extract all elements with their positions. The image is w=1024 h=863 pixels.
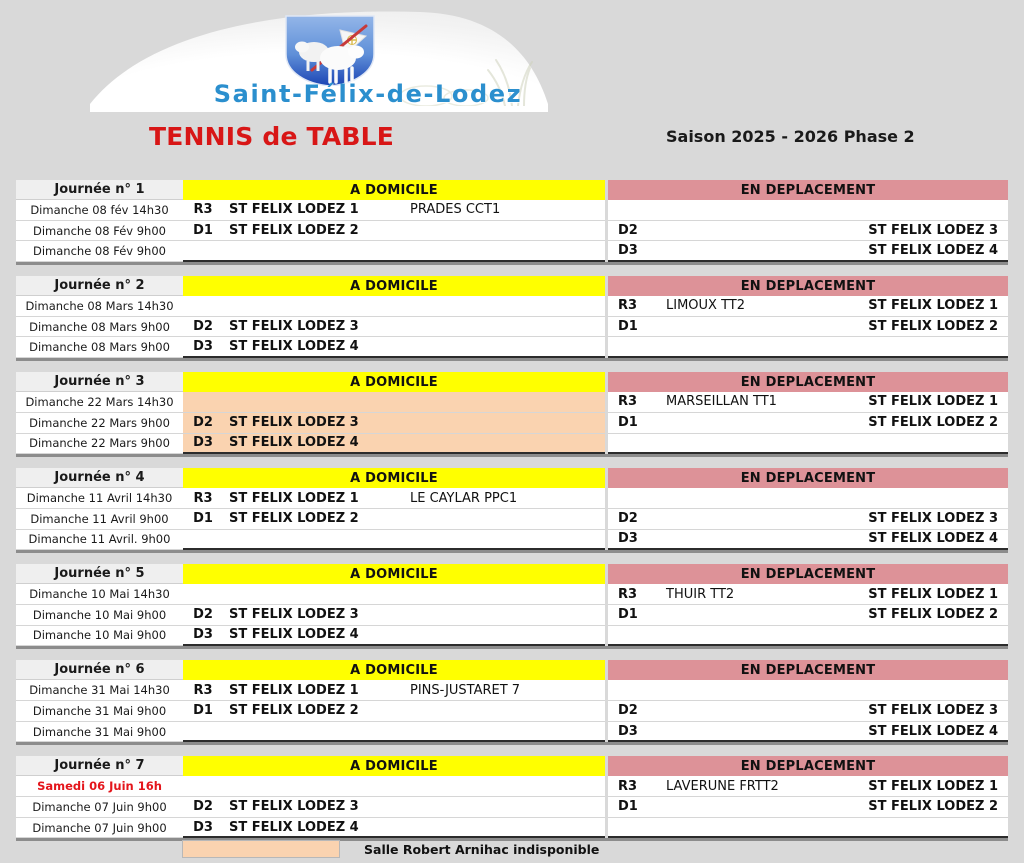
home-division (183, 241, 223, 262)
journee-header-row (16, 372, 1008, 392)
away-opponent (648, 680, 816, 701)
match-row (16, 818, 1008, 839)
home-team (223, 776, 408, 797)
journee-list (16, 180, 1008, 852)
home-banner: A DOMICILE (183, 180, 605, 200)
match-date: Dimanche 10 Mai 9h00 (16, 626, 183, 647)
journee-block (16, 180, 1008, 265)
away-opponent (648, 488, 816, 509)
away-team: ST FELIX LODEZ 4 (816, 530, 1008, 551)
away-division: D3 (608, 722, 648, 743)
match-row (16, 221, 1008, 242)
match-date: Dimanche 11 Avril. 9h00 (16, 530, 183, 551)
away-team: ST FELIX LODEZ 2 (816, 797, 1008, 818)
match-row (16, 413, 1008, 434)
match-row (16, 296, 1008, 317)
home-division: D3 (183, 626, 223, 647)
home-team: ST FELIX LODEZ 2 (223, 509, 408, 530)
away-team: ST FELIX LODEZ 2 (816, 605, 1008, 626)
home-division: D2 (183, 317, 223, 338)
journee-header-row (16, 564, 1008, 584)
match-date: Dimanche 08 fév 14h30 (16, 200, 183, 221)
away-team (816, 818, 1008, 839)
home-team: ST FELIX LODEZ 3 (223, 413, 408, 434)
home-team: ST FELIX LODEZ 4 (223, 434, 408, 455)
away-banner: EN DEPLACEMENT (608, 180, 1008, 200)
home-opponent (408, 530, 605, 551)
home-division (183, 392, 223, 413)
away-opponent (648, 701, 816, 722)
match-date: Dimanche 07 Juin 9h00 (16, 818, 183, 839)
away-opponent (648, 626, 816, 647)
away-opponent: THUIR TT2 (648, 584, 816, 605)
legend (182, 840, 599, 858)
home-opponent (408, 296, 605, 317)
home-opponent (408, 584, 605, 605)
away-division (608, 200, 648, 221)
home-opponent (408, 722, 605, 743)
away-division (608, 818, 648, 839)
match-date: Dimanche 10 Mai 14h30 (16, 584, 183, 605)
away-opponent (648, 605, 816, 626)
journee-title: Journée n° 5 (16, 564, 183, 584)
match-row (16, 488, 1008, 509)
match-row (16, 530, 1008, 551)
away-team (816, 626, 1008, 647)
journee-title: Journée n° 1 (16, 180, 183, 200)
home-team: ST FELIX LODEZ 1 (223, 488, 408, 509)
journee-title: Journée n° 2 (16, 276, 183, 296)
match-row (16, 626, 1008, 647)
home-team (223, 241, 408, 262)
away-opponent: MARSEILLAN TT1 (648, 392, 816, 413)
home-opponent: PRADES CCT1 (408, 200, 605, 221)
commune-crest-icon (268, 14, 392, 86)
match-row (16, 509, 1008, 530)
home-opponent (408, 797, 605, 818)
away-banner: EN DEPLACEMENT (608, 276, 1008, 296)
away-team (816, 488, 1008, 509)
away-opponent (648, 241, 816, 262)
home-division: D3 (183, 337, 223, 358)
away-team: ST FELIX LODEZ 4 (816, 722, 1008, 743)
home-division (183, 296, 223, 317)
away-division: R3 (608, 584, 648, 605)
away-division (608, 434, 648, 455)
home-team: ST FELIX LODEZ 3 (223, 317, 408, 338)
journee-title: Journée n° 7 (16, 756, 183, 776)
match-row (16, 241, 1008, 262)
away-banner: EN DEPLACEMENT (608, 660, 1008, 680)
away-team (816, 200, 1008, 221)
match-row (16, 200, 1008, 221)
match-row (16, 392, 1008, 413)
home-team (223, 722, 408, 743)
journee-block (16, 564, 1008, 649)
home-opponent (408, 434, 605, 455)
away-division: D1 (608, 605, 648, 626)
home-division (183, 776, 223, 797)
away-division: D2 (608, 221, 648, 242)
journee-block (16, 660, 1008, 745)
journee-block (16, 372, 1008, 457)
match-date: Dimanche 08 Mars 9h00 (16, 337, 183, 358)
page-title: TENNIS de TABLE (149, 122, 395, 151)
match-date: Dimanche 11 Avril 9h00 (16, 509, 183, 530)
away-team: ST FELIX LODEZ 3 (816, 509, 1008, 530)
home-team: ST FELIX LODEZ 3 (223, 797, 408, 818)
legend-label: Salle Robert Arnihac indisponible (364, 841, 600, 857)
home-opponent (408, 776, 605, 797)
journee-title: Journée n° 6 (16, 660, 183, 680)
match-date: Dimanche 07 Juin 9h00 (16, 797, 183, 818)
away-division (608, 626, 648, 647)
home-banner: A DOMICILE (183, 756, 605, 776)
match-date: Dimanche 31 Mai 9h00 (16, 701, 183, 722)
town-logo-banner (90, 8, 548, 112)
match-row (16, 797, 1008, 818)
home-division: D2 (183, 797, 223, 818)
journee-header-row (16, 756, 1008, 776)
away-team: ST FELIX LODEZ 2 (816, 317, 1008, 338)
home-team: ST FELIX LODEZ 2 (223, 221, 408, 242)
away-division: D3 (608, 530, 648, 551)
home-team: ST FELIX LODEZ 2 (223, 701, 408, 722)
home-opponent (408, 221, 605, 242)
home-opponent (408, 317, 605, 338)
match-row (16, 680, 1008, 701)
home-team: ST FELIX LODEZ 4 (223, 626, 408, 647)
away-opponent (648, 221, 816, 242)
away-division: D1 (608, 413, 648, 434)
home-division: D3 (183, 434, 223, 455)
home-division (183, 584, 223, 605)
home-team (223, 530, 408, 551)
away-division: D2 (608, 509, 648, 530)
away-team: ST FELIX LODEZ 3 (816, 221, 1008, 242)
home-banner: A DOMICILE (183, 468, 605, 488)
away-division: R3 (608, 776, 648, 797)
home-opponent (408, 626, 605, 647)
away-team: ST FELIX LODEZ 4 (816, 241, 1008, 262)
match-row (16, 776, 1008, 797)
match-row (16, 317, 1008, 338)
journee-header-row (16, 276, 1008, 296)
away-team: ST FELIX LODEZ 1 (816, 584, 1008, 605)
away-opponent: LAVERUNE FRTT2 (648, 776, 816, 797)
home-opponent (408, 337, 605, 358)
home-team (223, 584, 408, 605)
home-team: ST FELIX LODEZ 3 (223, 605, 408, 626)
match-row (16, 434, 1008, 455)
match-date: Dimanche 08 Mars 9h00 (16, 317, 183, 338)
away-team (816, 337, 1008, 358)
home-banner: A DOMICILE (183, 276, 605, 296)
away-division: D2 (608, 701, 648, 722)
home-team: ST FELIX LODEZ 4 (223, 337, 408, 358)
journee-block (16, 468, 1008, 553)
home-opponent (408, 605, 605, 626)
journee-header-row (16, 468, 1008, 488)
away-opponent (648, 200, 816, 221)
match-row (16, 701, 1008, 722)
away-team: ST FELIX LODEZ 1 (816, 776, 1008, 797)
match-date: Dimanche 22 Mars 14h30 (16, 392, 183, 413)
home-team: ST FELIX LODEZ 1 (223, 680, 408, 701)
home-team (223, 392, 408, 413)
home-banner: A DOMICILE (183, 372, 605, 392)
match-date: Dimanche 10 Mai 9h00 (16, 605, 183, 626)
home-opponent (408, 413, 605, 434)
journee-title: Journée n° 3 (16, 372, 183, 392)
away-team: ST FELIX LODEZ 1 (816, 392, 1008, 413)
match-date: Dimanche 08 Mars 14h30 (16, 296, 183, 317)
away-division (608, 680, 648, 701)
home-division: D1 (183, 701, 223, 722)
match-date: Dimanche 08 Fév 9h00 (16, 221, 183, 242)
match-date: Dimanche 22 Mars 9h00 (16, 434, 183, 455)
away-opponent (648, 722, 816, 743)
home-team (223, 296, 408, 317)
away-division (608, 488, 648, 509)
journee-header-row (16, 660, 1008, 680)
away-opponent (648, 413, 816, 434)
home-division: D3 (183, 818, 223, 839)
away-banner: EN DEPLACEMENT (608, 756, 1008, 776)
away-team: ST FELIX LODEZ 3 (816, 701, 1008, 722)
match-row (16, 584, 1008, 605)
away-opponent (648, 509, 816, 530)
away-banner: EN DEPLACEMENT (608, 468, 1008, 488)
journee-block (16, 756, 1008, 841)
home-team: ST FELIX LODEZ 1 (223, 200, 408, 221)
away-division: D1 (608, 797, 648, 818)
home-team: ST FELIX LODEZ 4 (223, 818, 408, 839)
away-opponent (648, 317, 816, 338)
away-division: R3 (608, 296, 648, 317)
match-row (16, 337, 1008, 358)
home-opponent (408, 818, 605, 839)
match-date: Dimanche 31 Mai 14h30 (16, 680, 183, 701)
match-date: Dimanche 11 Avril 14h30 (16, 488, 183, 509)
away-team (816, 434, 1008, 455)
match-date: Samedi 06 Juin 16h (16, 776, 183, 797)
journee-title: Journée n° 4 (16, 468, 183, 488)
away-opponent (648, 797, 816, 818)
home-opponent: LE CAYLAR PPC1 (408, 488, 605, 509)
home-opponent: PINS-JUSTARET 7 (408, 680, 605, 701)
home-division: R3 (183, 680, 223, 701)
away-opponent (648, 434, 816, 455)
match-row (16, 605, 1008, 626)
away-division (608, 337, 648, 358)
home-banner: A DOMICILE (183, 660, 605, 680)
match-date: Dimanche 31 Mai 9h00 (16, 722, 183, 743)
season-label: Saison 2025 - 2026 Phase 2 (666, 127, 915, 146)
home-division (183, 530, 223, 551)
away-opponent (648, 530, 816, 551)
home-division: R3 (183, 488, 223, 509)
match-date: Dimanche 22 Mars 9h00 (16, 413, 183, 434)
home-banner: A DOMICILE (183, 564, 605, 584)
home-opponent (408, 509, 605, 530)
town-name-label: Saint-Félix-de-Lodez (213, 80, 523, 108)
home-division: R3 (183, 200, 223, 221)
home-opponent (408, 701, 605, 722)
away-team (816, 680, 1008, 701)
home-division: D1 (183, 509, 223, 530)
away-division: D1 (608, 317, 648, 338)
away-opponent: LIMOUX TT2 (648, 296, 816, 317)
away-opponent (648, 337, 816, 358)
match-date: Dimanche 08 Fév 9h00 (16, 241, 183, 262)
journee-block (16, 276, 1008, 361)
home-division (183, 722, 223, 743)
away-division: R3 (608, 392, 648, 413)
away-banner: EN DEPLACEMENT (608, 372, 1008, 392)
legend-color-swatch (182, 840, 340, 858)
away-team: ST FELIX LODEZ 2 (816, 413, 1008, 434)
home-division: D1 (183, 221, 223, 242)
match-row (16, 722, 1008, 743)
away-opponent (648, 818, 816, 839)
away-team: ST FELIX LODEZ 1 (816, 296, 1008, 317)
home-opponent (408, 241, 605, 262)
home-opponent (408, 392, 605, 413)
home-division: D2 (183, 605, 223, 626)
journee-header-row (16, 180, 1008, 200)
home-division: D2 (183, 413, 223, 434)
away-banner: EN DEPLACEMENT (608, 564, 1008, 584)
away-division: D3 (608, 241, 648, 262)
